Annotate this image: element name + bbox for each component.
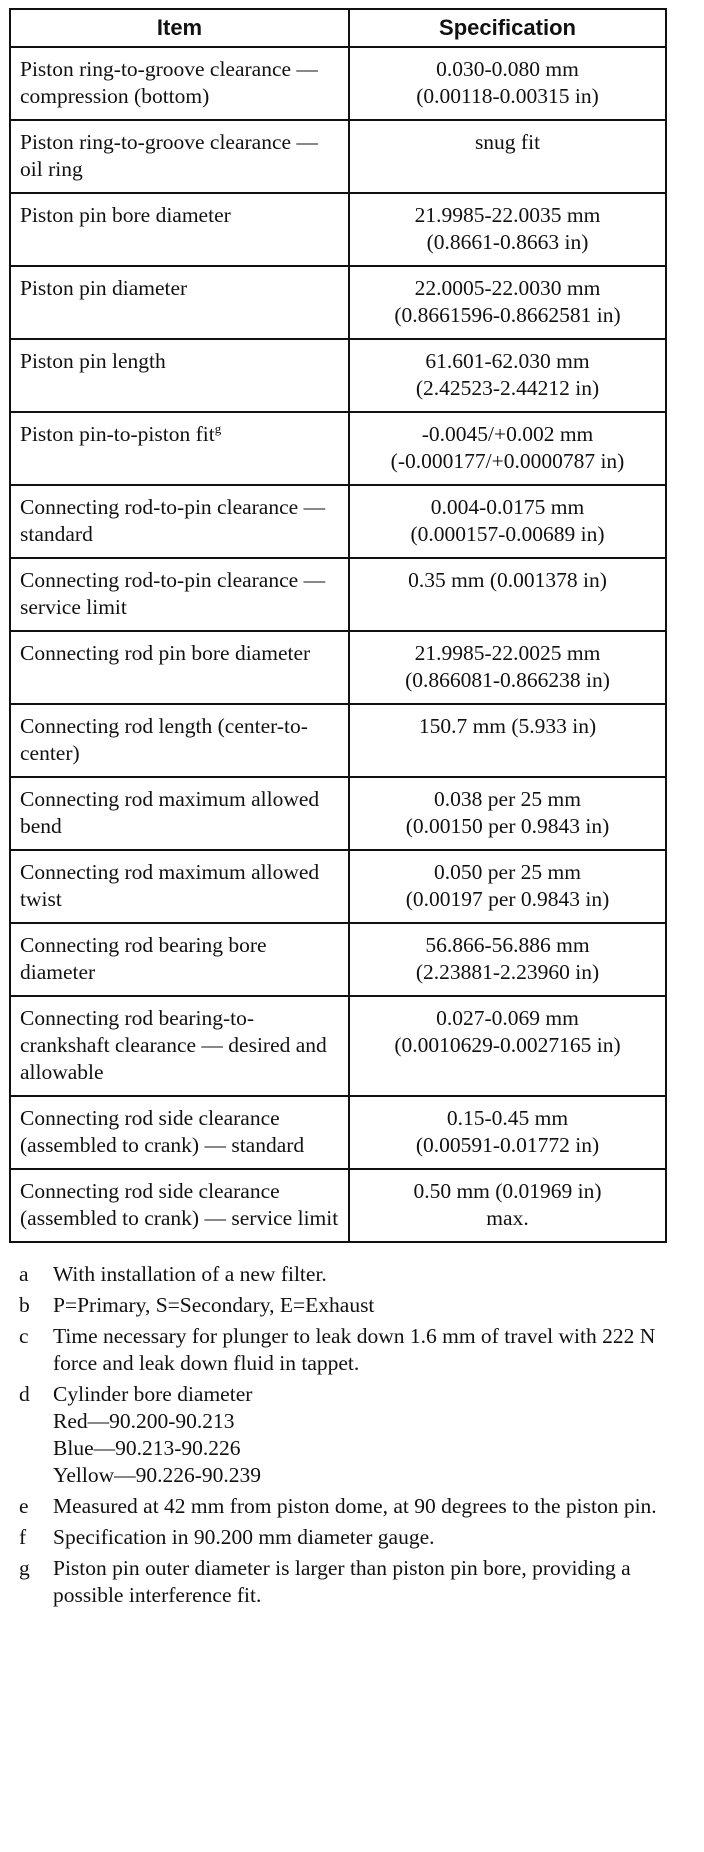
spec-metric: 22.0005-22.0030 mm [414, 276, 601, 300]
table-row [10, 193, 666, 266]
footnote-letter: a [19, 1262, 29, 1286]
item-cell: Connecting rod side clearance (assembled to crank) — service limit [10, 1169, 349, 1242]
item-cell: Piston pin length [10, 339, 349, 412]
specification-table [9, 8, 667, 1243]
item-cell: Connecting rod-to-pin clearance — standard [10, 485, 349, 558]
footnote [9, 1555, 665, 1609]
spec-cell [349, 631, 666, 704]
table-row [10, 631, 666, 704]
spec-cell [349, 850, 666, 923]
item-cell: Piston ring-to-groove clearance — compression (bottom) [10, 47, 349, 120]
item-cell: Connecting rod side clearance (assembled to crank) — standard [10, 1096, 349, 1169]
spec-metric: 0.050 per 25 mm [434, 860, 581, 884]
table-row [10, 412, 666, 485]
footnote [9, 1493, 665, 1520]
spec-metric: 0.50 mm (0.01969 in) [413, 1179, 602, 1203]
footnotes [9, 1261, 665, 1609]
table-row [10, 850, 666, 923]
item-cell: Connecting rod pin bore diameter [10, 631, 349, 704]
spec-imperial: (2.23881-2.23960 in) [415, 960, 600, 984]
spec-metric: snug fit [474, 130, 541, 154]
footnote-body [53, 1381, 665, 1489]
footnote-letter: c [19, 1324, 29, 1348]
item-cell: Piston ring-to-groove clearance — oil ring [10, 120, 349, 193]
spec-cell [349, 704, 666, 777]
spec-imperial: (0.00197 per 0.9843 in) [405, 887, 610, 911]
spec-imperial: (0.0010629-0.0027165 in) [394, 1033, 621, 1057]
table-row [10, 923, 666, 996]
footnote-letter: d [19, 1382, 30, 1406]
footnote-line: Yellow—90.226-90.239 [53, 1463, 262, 1487]
spec-imperial: (0.866081-0.866238 in) [405, 668, 610, 692]
spec-metric: 0.027-0.069 mm [436, 1006, 579, 1030]
spec-metric: 61.601-62.030 mm [425, 349, 590, 373]
spec-cell [349, 1169, 666, 1242]
spec-metric: 0.35 mm (0.001378 in) [408, 568, 607, 592]
footnote-text: Time necessary for plunger to leak down 1.6 mm of travel with 222 N force and leak down fluid in tappet. [53, 1324, 656, 1375]
spec-metric: 56.866-56.886 mm [425, 933, 590, 957]
spec-cell [349, 923, 666, 996]
table-row [10, 47, 666, 120]
spec-metric: 0.15-0.45 mm [446, 1106, 569, 1130]
page [9, 8, 665, 1613]
footnote-line: Red—90.200-90.213 [53, 1409, 235, 1433]
footnote-letter: g [19, 1556, 30, 1580]
item-cell [10, 412, 349, 485]
spec-metric: 0.038 per 25 mm [434, 787, 581, 811]
table-row [10, 339, 666, 412]
item-cell: Connecting rod length (center-to-center) [10, 704, 349, 777]
footnote [9, 1261, 665, 1288]
table-row [10, 266, 666, 339]
item-cell: Piston pin bore diameter [10, 193, 349, 266]
item-cell: Piston pin diameter [10, 266, 349, 339]
table-row [10, 120, 666, 193]
spec-metric: 0.030-0.080 mm [436, 57, 579, 81]
footnote-letter: f [19, 1525, 27, 1549]
footnote-letter: e [19, 1494, 29, 1518]
item-cell: Connecting rod maximum allowed twist [10, 850, 349, 923]
spec-imperial: (0.8661596-0.8662581 in) [394, 303, 621, 327]
item-cell: Connecting rod bearing-to-crankshaft clearance — desired and allowable [10, 996, 349, 1096]
spec-imperial: (0.8661-0.8663 in) [426, 230, 589, 254]
footnote-text: Cylinder bore diameter [53, 1382, 253, 1406]
table-row [10, 704, 666, 777]
spec-cell [349, 1096, 666, 1169]
item-cell: Connecting rod-to-pin clearance — service limit [10, 558, 349, 631]
footnote [9, 1292, 665, 1319]
table-row [10, 996, 666, 1096]
footnote [9, 1323, 665, 1377]
spec-imperial: (0.000157-0.00689 in) [410, 522, 605, 546]
table-row [10, 777, 666, 850]
spec-imperial: (0.00118-0.00315 in) [416, 84, 599, 108]
footnote-text: With installation of a new filter. [53, 1262, 327, 1286]
footnote [9, 1524, 665, 1551]
spec-cell [349, 193, 666, 266]
footnote-ref: g [214, 420, 222, 436]
spec-imperial: max. [486, 1206, 529, 1230]
spec-cell [349, 412, 666, 485]
spec-cell [349, 777, 666, 850]
footnote-letter: b [19, 1293, 30, 1317]
spec-cell [349, 485, 666, 558]
footnote-text: Piston pin outer diameter is larger than piston pin bore, providing a possible interference fit. [53, 1556, 631, 1607]
spec-cell [349, 339, 666, 412]
spec-imperial: (0.00591-0.01772 in) [415, 1133, 600, 1157]
spec-metric: -0.0045/+0.002 mm [421, 422, 594, 446]
spec-metric: 150.7 mm (5.933 in) [418, 714, 597, 738]
spec-cell [349, 266, 666, 339]
spec-cell [349, 120, 666, 193]
spec-cell [349, 558, 666, 631]
spec-cell [349, 996, 666, 1096]
column-header-item: Item [10, 9, 349, 47]
item-text: Piston pin-to-piston fit [20, 422, 215, 446]
footnote-text: P=Primary, S=Secondary, E=Exhaust [53, 1293, 375, 1317]
footnote-text: Specification in 90.200 mm diameter gauge. [53, 1525, 435, 1549]
footnote-text: Measured at 42 mm from piston dome, at 90 degrees to the piston pin. [53, 1494, 657, 1518]
spec-imperial: (2.42523-2.44212 in) [415, 376, 600, 400]
spec-imperial: (-0.000177/+0.0000787 in) [390, 449, 625, 473]
column-header-specification: Specification [349, 9, 666, 47]
spec-imperial: (0.00150 per 0.9843 in) [405, 814, 610, 838]
spec-metric: 0.004-0.0175 mm [430, 495, 585, 519]
spec-metric: 21.9985-22.0035 mm [414, 203, 601, 227]
spec-cell [349, 47, 666, 120]
table-row [10, 485, 666, 558]
spec-metric: 21.9985-22.0025 mm [414, 641, 601, 665]
table-row [10, 558, 666, 631]
table-row [10, 1096, 666, 1169]
item-cell: Connecting rod bearing bore diameter [10, 923, 349, 996]
footnote [9, 1381, 665, 1489]
item-cell: Connecting rod maximum allowed bend [10, 777, 349, 850]
table-header-row [10, 9, 666, 47]
footnote-line: Blue—90.213-90.226 [53, 1436, 241, 1460]
table-row [10, 1169, 666, 1242]
